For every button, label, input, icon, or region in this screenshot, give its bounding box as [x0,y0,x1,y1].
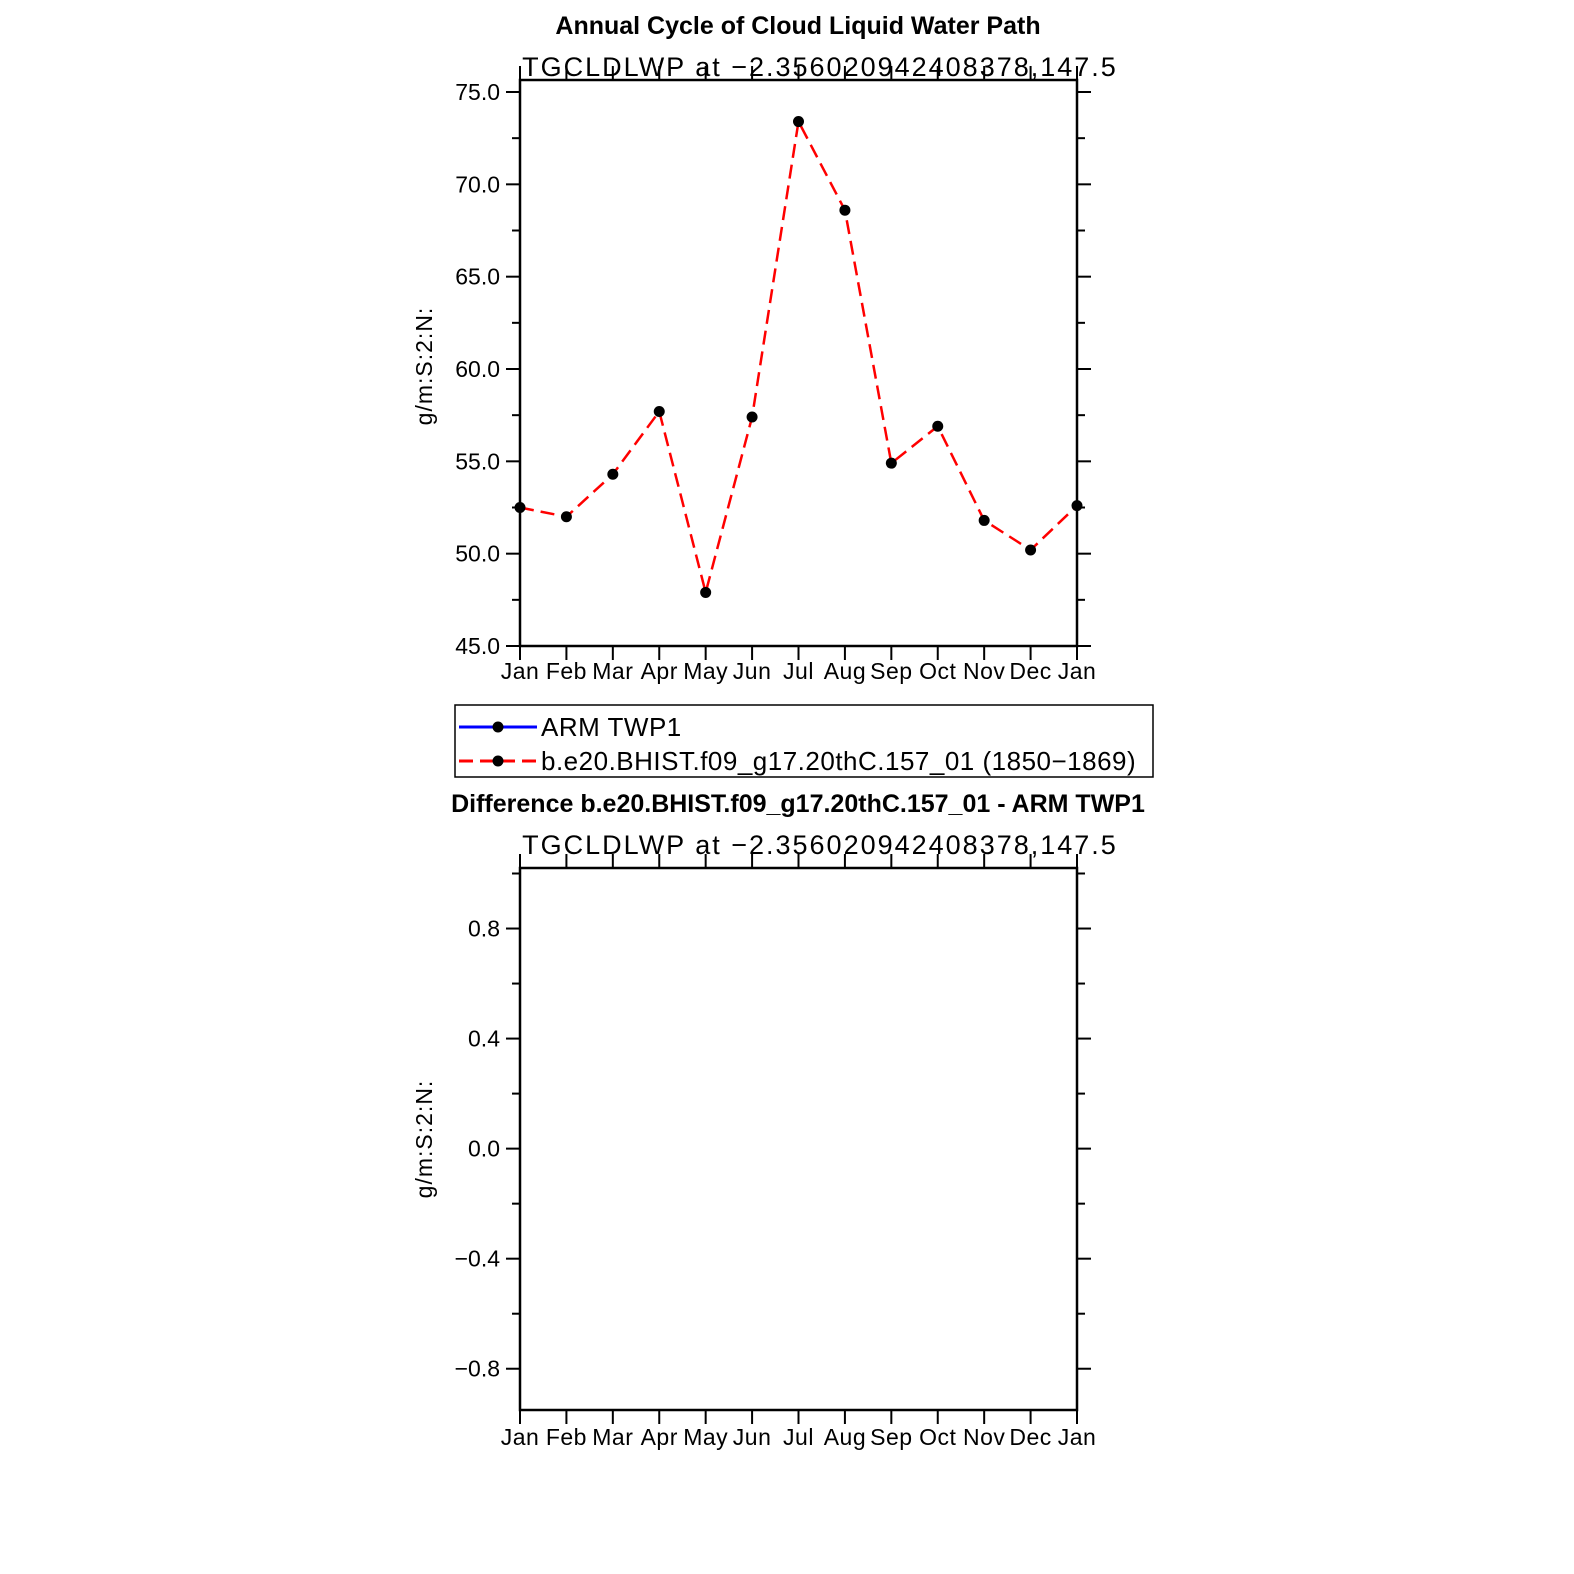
x-tick-label: Sep [870,1424,913,1450]
legend-label-obs: ARM TWP1 [541,712,682,742]
x-tick-label: Jul [783,658,814,684]
data-point-marker [747,412,758,423]
legend-marker-model-icon [493,756,504,767]
y-tick-label: 70.0 [455,171,500,198]
x-tick-label: Jul [783,1424,814,1450]
y-tick-label: 0.0 [468,1135,500,1162]
chart2-yaxis-label: g/m:S:2:N: [411,1079,437,1199]
y-tick-label: 50.0 [455,540,500,567]
data-point-marker [793,116,804,127]
x-tick-label: Jun [732,658,772,684]
x-tick-label: Apr [640,1424,678,1450]
x-tick-label: Jun [732,1424,772,1450]
data-point-marker [886,458,897,469]
plot-frame [520,868,1077,1410]
y-tick-label: 55.0 [455,448,500,475]
chart2-subtitle: TGCLDLWP at −2.356020942408378,147.5 [522,830,1118,860]
chart2-title: Difference b.e20.BHIST.f09_g17.20thC.157_01 - ARM TWP1 [451,790,1145,818]
y-tick-label: −0.4 [454,1245,500,1272]
data-point-marker [654,406,665,417]
chart2-axes [455,854,1097,1450]
x-tick-label: Jan [1057,658,1097,684]
x-tick-label: Aug [823,658,867,684]
series-line [520,122,1077,593]
x-tick-label: Dec [1009,1424,1052,1450]
chart1-axes [455,66,1096,684]
x-tick-label: Oct [919,658,957,684]
data-point-marker [700,587,711,598]
x-tick-label: Mar [592,1424,634,1450]
chart1-title: Annual Cycle of Cloud Liquid Water Path [555,12,1041,40]
x-tick-label: Jan [500,658,540,684]
x-tick-label: Jan [500,1424,540,1450]
x-tick-label: Feb [545,658,587,684]
x-tick-label: Nov [962,658,1006,684]
chart1-yaxis-label: g/m:S:2:N: [411,306,437,426]
x-tick-label: Feb [545,1424,587,1450]
data-point-marker [839,205,850,216]
y-tick-label: 0.8 [468,915,500,942]
x-tick-label: Mar [592,658,634,684]
x-tick-label: Jan [1057,1424,1097,1450]
y-tick-label: 60.0 [455,356,500,383]
y-tick-label: 0.4 [468,1025,500,1052]
x-tick-label: Apr [640,658,678,684]
y-tick-label: 45.0 [455,633,500,659]
legend-label-model: b.e20.BHIST.f09_g17.20thC.157_01 (1850−1869) [541,746,1137,776]
data-point-marker [607,469,618,480]
data-point-marker [932,421,943,432]
legend-marker-obs-icon [493,722,504,733]
y-tick-label: −0.8 [454,1355,500,1382]
y-tick-label: 65.0 [455,263,500,290]
plot-frame [520,80,1077,646]
x-tick-label: May [683,658,729,684]
chart1-subtitle: TGCLDLWP at −2.356020942408378,147.5 [522,52,1118,82]
data-point-marker [979,515,990,526]
x-tick-label: Nov [962,1424,1006,1450]
x-tick-label: May [683,1424,729,1450]
data-point-marker [1025,544,1036,555]
chart1-series [515,116,1083,598]
data-point-marker [515,502,526,513]
x-tick-label: Aug [823,1424,867,1450]
data-point-marker [561,511,572,522]
x-tick-label: Dec [1009,658,1052,684]
data-point-marker [1072,500,1083,511]
x-tick-label: Oct [919,1424,957,1450]
y-tick-label: 75.0 [455,79,500,106]
x-tick-label: Sep [870,658,913,684]
legend [455,705,1153,777]
